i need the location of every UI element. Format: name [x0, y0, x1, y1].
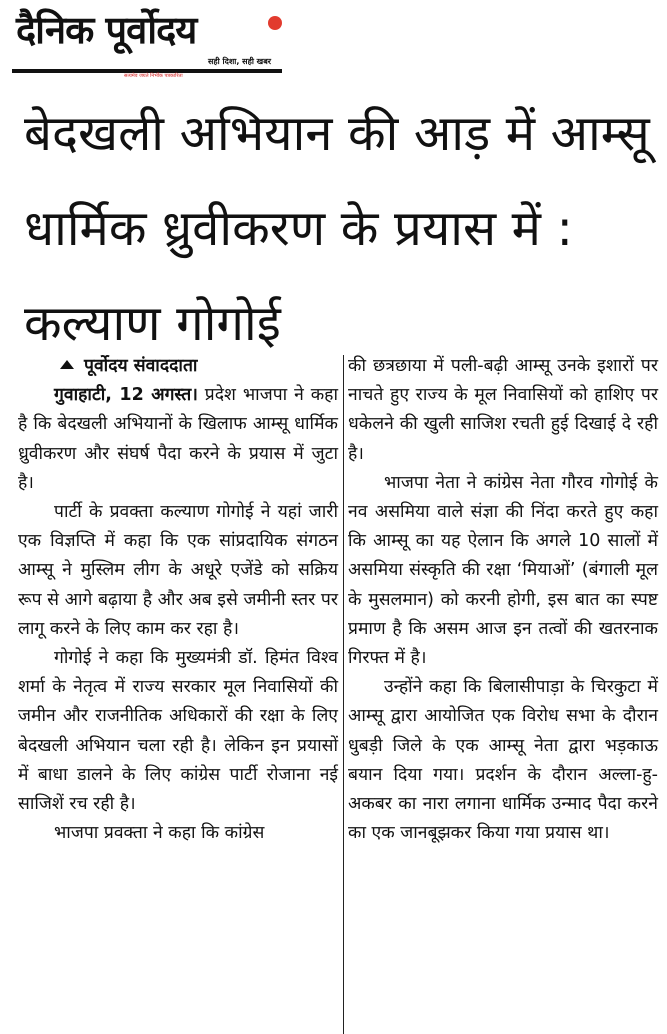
masthead-subline: सत्यमेव जयते निर्भीक पत्रकारिता	[124, 73, 183, 79]
newspaper-logo-title: दैनिक पूर्वोदय	[16, 8, 197, 52]
article-headline: बेदखली अभियान की आड़ में आम्सू धार्मिक ध्रुवीकरण के प्रयास में : कल्याण गोगोई	[24, 105, 650, 352]
article-paragraph: भाजपा प्रवक्ता ने कहा कि कांग्रेस	[54, 823, 265, 844]
article-paragraph	[18, 381, 338, 498]
logo-sun-dot	[268, 16, 282, 30]
article-paragraph: पार्टी के प्रवक्ता कल्याण गोगोई ने यहां जारी एक विज्ञप्ति में कहा कि एक सांप्रदायिक संगठन आम्सू ने मुस्लिम लीग के अधूरे एजेंडे को सक्रिय रूप से आगे बढ़ाया है और अब इसे जमीनी स्तर पर लागू करने के लिए काम कर रहा है।	[18, 502, 338, 639]
article-paragraph: उन्होंने कहा कि बिलासीपाड़ा के चिरकुटा में आम्सू द्वारा आयोजित एक विरोध सभा के दौरान धुबड़ी जिले के एक आम्सू नेता द्वारा भड़काऊ बयान दिया गया। प्रदर्शन के दौरान अल्ला-हु-अकबर का नारा लगाना धार्मिक उन्माद पैदा करने का एक जानबूझकर किया गया प्रयास था।	[348, 677, 658, 844]
triangle-marker-icon	[60, 360, 74, 369]
article-paragraph: भाजपा नेता ने कांग्रेस नेता गौरव गोगोई के नव असमिया वाले संज्ञा की निंदा करते हुए कहा कि आम्सू का यह ऐलान कि अगले 10 सालों में असमिया संस्कृति की रक्षा ‘मियाओं’ (बंगाली मूल के मुसलमान) को करनी होगी, इस बात का स्पष्ट प्रमाण है कि असम आज इन तत्वों की खतरनाक गिरफ्त में है।	[348, 472, 658, 669]
byline	[18, 352, 338, 381]
article-column-right	[348, 352, 658, 848]
dateline: गुवाहाटी, 12 अगस्त।	[54, 385, 198, 406]
masthead	[12, 6, 282, 79]
column-divider	[343, 355, 344, 1034]
article-column-left	[18, 352, 338, 848]
byline-text: पूर्वोदय संवाददाता	[84, 356, 198, 376]
paragraph-text: प्रदेश भाजपा ने कहा है कि बेदखली अभियानों के खिलाफ आम्सू धार्मिक ध्रुवीकरण और संघर्ष पैदा करने के प्रयास में जुटा है।	[18, 385, 338, 493]
article-paragraph-continued: की छत्रछाया में पली-बढ़ी आम्सू उनके इशारों पर नाचते हुए राज्य के मूल निवासियों को हाशिए पर धकेलने की खुली साजिश रचती हुई दिखाई दे रही है।	[348, 356, 658, 464]
newspaper-tagline: सही दिशा, सही खबर	[208, 57, 272, 66]
article-paragraph: गोगोई ने कहा कि मुख्यमंत्री डॉ. हिमंत विश्व शर्मा के नेतृत्व में राज्य सरकार मूल निवासियों की जमीन और राजनीतिक अधिकारों की रक्षा के लिए बेदखली अभियान चला रही है। लेकिन इन प्रयासों में बाधा डालने के लिए कांग्रेस पार्टी रोजाना नई साजिशें रच रही है।	[18, 648, 338, 815]
